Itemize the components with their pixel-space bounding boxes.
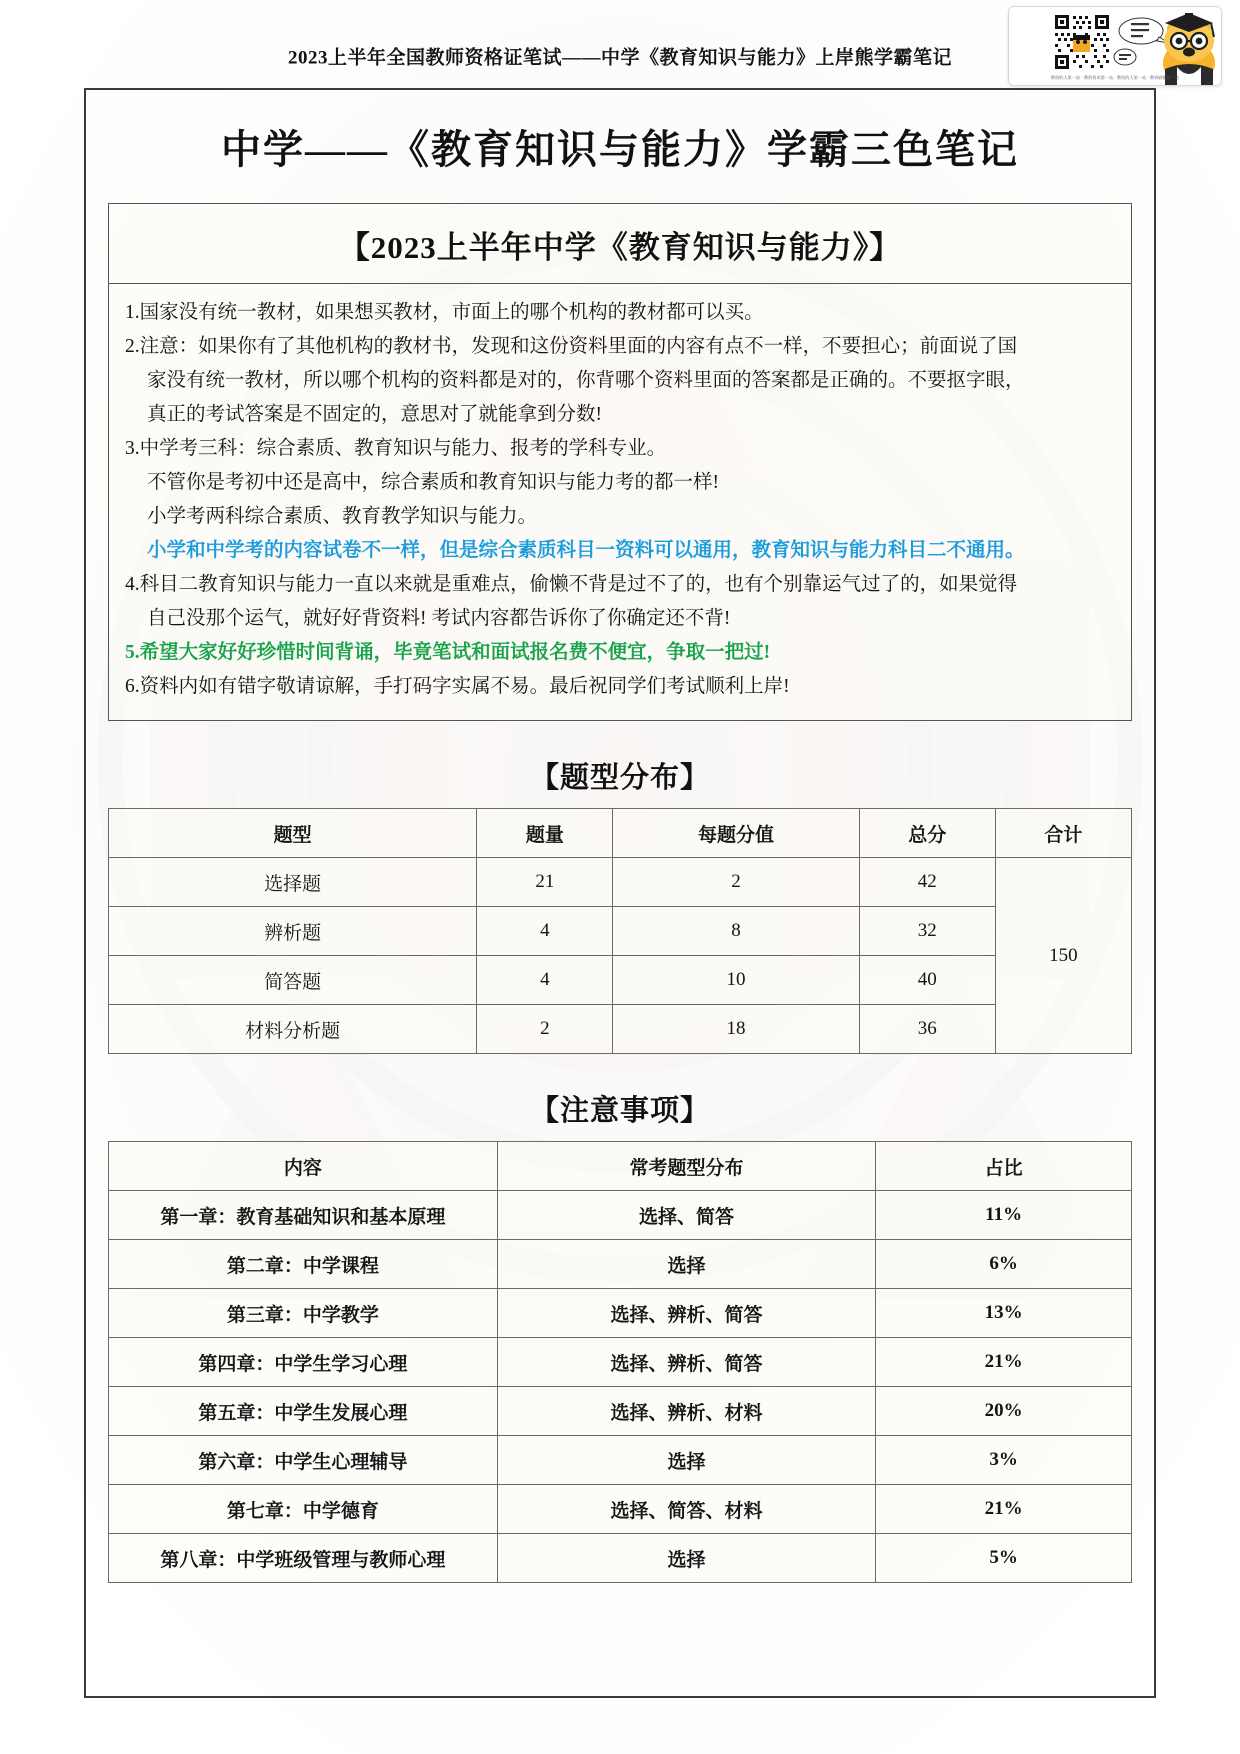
document-title: 中学——《教育知识与能力》学霸三色笔记	[221, 127, 1019, 172]
cell-types: 选择、辨析、简答	[497, 1289, 876, 1338]
cell-types: 选择	[497, 1240, 876, 1289]
col-header-per: 每题分值	[613, 809, 859, 858]
notice-box	[108, 203, 1132, 721]
cell-total: 40	[859, 956, 995, 1005]
col-header-count: 题量	[477, 809, 613, 858]
cell-chapter: 第六章：中学生心理辅导	[109, 1436, 498, 1485]
cell-total: 32	[859, 907, 995, 956]
cell-types: 选择	[497, 1436, 876, 1485]
cell-per: 2	[613, 858, 859, 907]
table-row	[109, 1005, 1132, 1054]
cell-types: 选择	[497, 1534, 876, 1583]
cell-chapter: 第五章：中学生发展心理	[109, 1387, 498, 1436]
table-header-row	[109, 809, 1132, 858]
col-header-total: 总分	[859, 809, 995, 858]
cell-type: 选择题	[109, 858, 477, 907]
table-row	[109, 1240, 1132, 1289]
table-row	[109, 1338, 1132, 1387]
notice-line: 2.注意：如果你有了其他机构的教材书，发现和这份资料里面的内容有点不一样，不要担心；前面说了国	[125, 336, 1018, 357]
cell-chapter: 第八章：中学班级管理与教师心理	[109, 1534, 498, 1583]
notice-line: 6.资料内如有错字敬请谅解，手打码字实属不易。最后祝同学们考试顺利上岸!	[125, 676, 790, 697]
cell-count: 4	[477, 956, 613, 1005]
cell-type: 简答题	[109, 956, 477, 1005]
qr-and-mascot-graphic	[1009, 7, 1221, 85]
qtype-section-title: 【题型分布】	[529, 762, 710, 794]
table-row	[109, 1436, 1132, 1485]
table-row	[109, 1485, 1132, 1534]
col-header-types: 常考题型分布	[497, 1142, 876, 1191]
cell-grand-total: 150	[995, 858, 1131, 1054]
table-row	[109, 1387, 1132, 1436]
notice-line: 3.中学考三科：综合素质、教育知识与能力、报考的学科专业。	[125, 438, 667, 459]
table-row	[109, 1191, 1132, 1240]
notice-line: 不管你是考初中还是高中，综合素质和教育知识与能力考的都一样!	[147, 472, 719, 493]
cell-type: 辨析题	[109, 907, 477, 956]
cell-chapter: 第七章：中学德育	[109, 1485, 498, 1534]
notice-line: 1.国家没有统一教材，如果想买教材，市面上的哪个机构的教材都可以买。	[125, 302, 764, 323]
notice-line-highlight-blue: 小学和中学考的内容试卷不一样，但是综合素质科目一资料可以通用，教育知识与能力科目二不通用。	[147, 540, 1025, 561]
cell-pct: 11%	[876, 1191, 1132, 1240]
cell-count: 4	[477, 907, 613, 956]
col-header-pct: 占比	[876, 1142, 1132, 1191]
table-row	[109, 1534, 1132, 1583]
notes-section-title: 【注意事项】	[529, 1095, 710, 1127]
cell-chapter: 第二章：中学课程	[109, 1240, 498, 1289]
chapter-distribution-table	[108, 1141, 1132, 1583]
cell-pct: 13%	[876, 1289, 1132, 1338]
cell-per: 8	[613, 907, 859, 956]
brand-qr-card[interactable]	[1008, 6, 1222, 86]
document-page-frame	[84, 88, 1156, 1698]
cell-pct: 3%	[876, 1436, 1132, 1485]
cell-pct: 6%	[876, 1240, 1132, 1289]
header-running-title: 2023上半年全国教师资格证笔试——中学《教育知识与能力》上岸熊学霸笔记	[287, 47, 952, 69]
table-header-row	[109, 1142, 1132, 1191]
question-type-table	[108, 808, 1132, 1054]
badge-icon	[1114, 49, 1136, 65]
table-row	[109, 907, 1132, 956]
notice-body	[109, 284, 1131, 720]
page-header	[0, 0, 1240, 88]
cell-per: 10	[613, 956, 859, 1005]
cell-chapter: 第一章：教育基础知识和基本原理	[109, 1191, 498, 1240]
qr-code-icon	[1053, 13, 1111, 71]
notice-line: 真正的考试答案是不固定的，意思对了就能拿到分数!	[147, 404, 602, 425]
cell-count: 2	[477, 1005, 613, 1054]
cell-chapter: 第三章：中学教学	[109, 1289, 498, 1338]
notice-line: 自己没那个运气，就好好背资料! 考试内容都告诉你了你确定还不背!	[147, 608, 731, 629]
cell-pct: 20%	[876, 1387, 1132, 1436]
cell-type: 材料分析题	[109, 1005, 477, 1054]
cell-pct: 21%	[876, 1338, 1132, 1387]
cell-chapter: 第四章：中学生学习心理	[109, 1338, 498, 1387]
col-header-type: 题型	[109, 809, 477, 858]
cell-types: 选择、辨析、简答	[497, 1338, 876, 1387]
cell-total: 36	[859, 1005, 995, 1054]
notice-line-highlight-green: 5.希望大家好好珍惜时间背诵，毕竟笔试和面试报名费不便宜，争取一把过!	[125, 642, 771, 663]
cell-total: 42	[859, 858, 995, 907]
cell-per: 18	[613, 1005, 859, 1054]
cell-types: 选择、简答、材料	[497, 1485, 876, 1534]
cell-types: 选择、辨析、材料	[497, 1387, 876, 1436]
table-row	[109, 1289, 1132, 1338]
table-row	[109, 956, 1132, 1005]
col-header-content: 内容	[109, 1142, 498, 1191]
notice-line: 小学考两科综合素质、教育教学知识与能力。	[147, 506, 538, 527]
cell-count: 21	[477, 858, 613, 907]
col-header-grand: 合计	[995, 809, 1131, 858]
cell-pct: 5%	[876, 1534, 1132, 1583]
notice-heading: 【2023上半年中学《教育知识与能力》】	[109, 204, 1131, 284]
cell-types: 选择、简答	[497, 1191, 876, 1240]
notice-line: 家没有统一教材，所以哪个机构的资料都是对的，你背哪个资料里面的答案都是正确的。不要抠字眼，	[147, 370, 1025, 391]
table-row	[109, 858, 1132, 907]
brand-footer-text: 教资的人第一站 · 教资资讯第一站 · 教资的人第一站 · 教资刷题第一站	[1050, 75, 1180, 80]
notice-line: 4.科目二教育知识与能力一直以来就是重难点，偷懒不背是过不了的，也有个别靠运气过了的，如果觉得	[125, 574, 1018, 595]
cell-pct: 21%	[876, 1485, 1132, 1534]
